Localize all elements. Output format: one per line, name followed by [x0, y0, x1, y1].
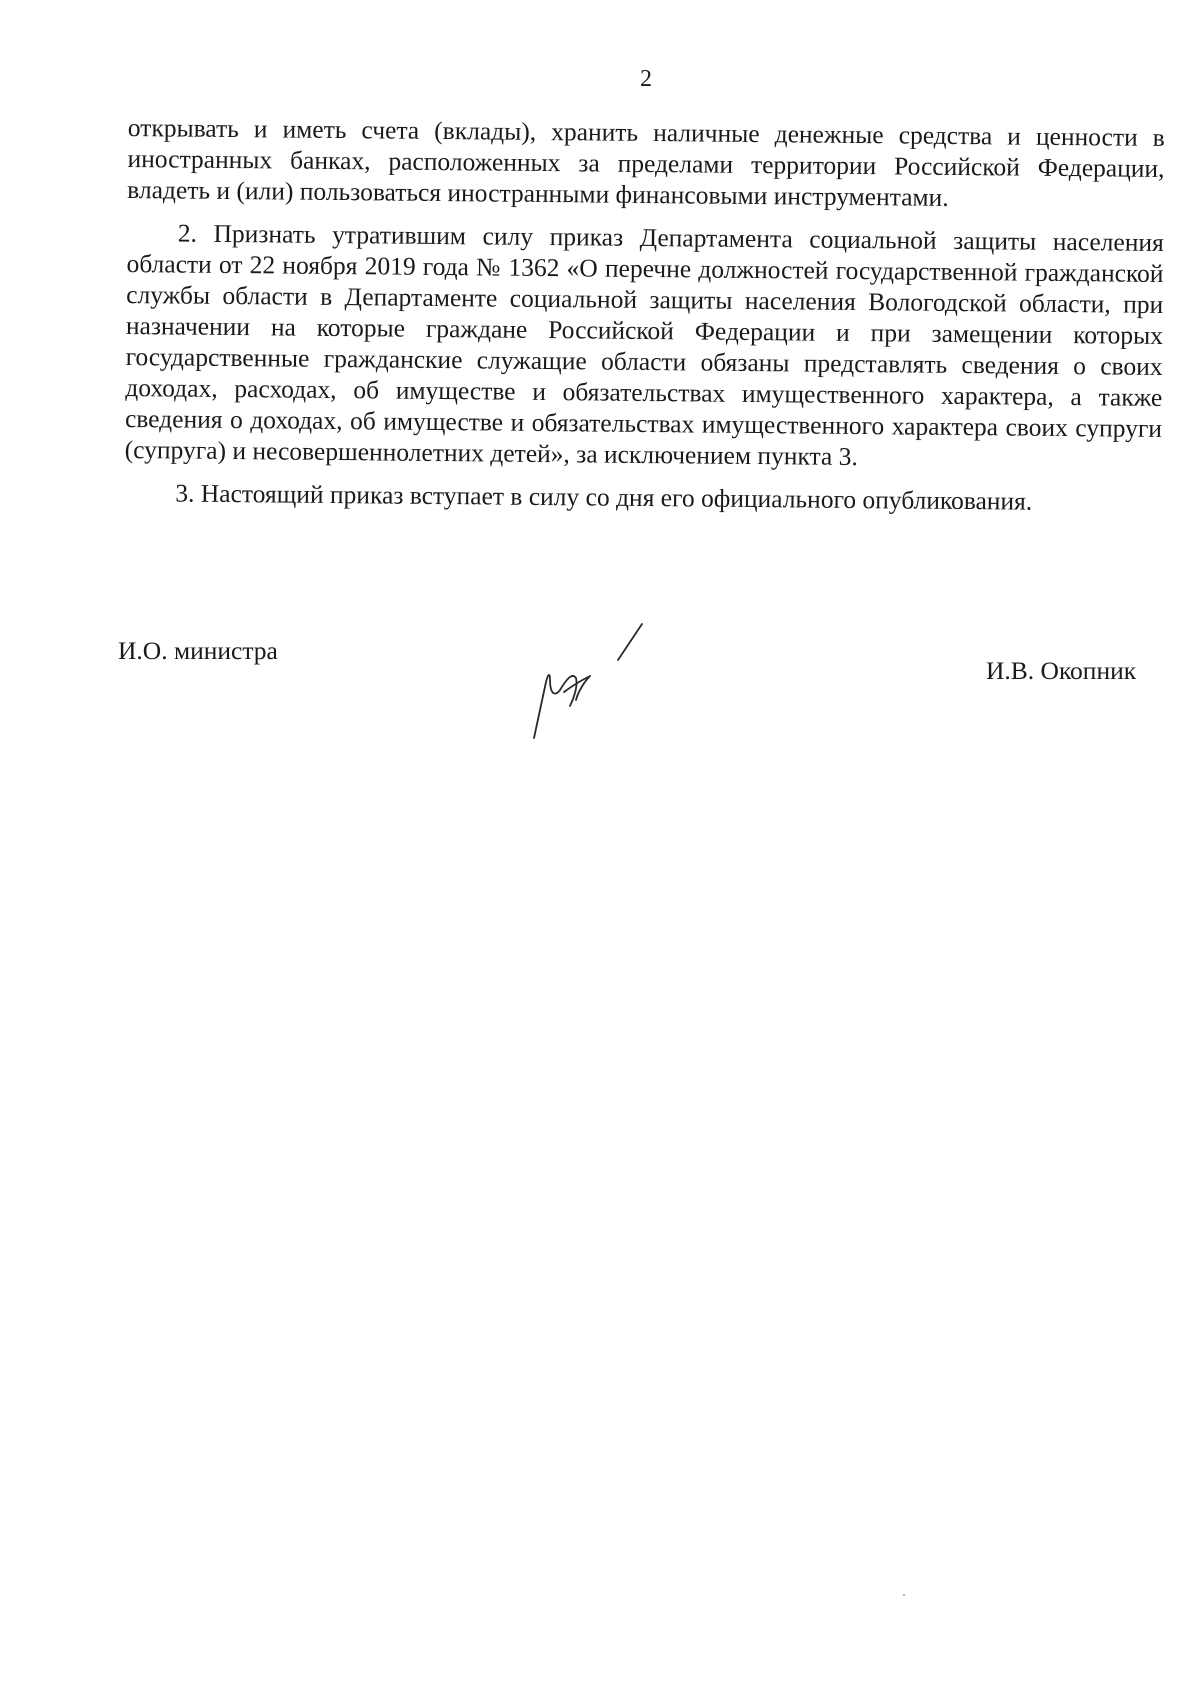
page-number: 2	[640, 66, 652, 92]
handwritten-signature	[520, 620, 670, 750]
signer-title: И.О. министра	[118, 636, 278, 665]
signer-name: И.В. Окопник	[986, 656, 1137, 685]
paragraph-continuation: открывать и иметь счета (вклады), хранить наличные денежные средства и ценности в иностранных банках, расположенных за пределами территории Российской Федерации, владеть и (или) пользоваться иностранными финансовыми инструментами.	[127, 112, 1165, 212]
paragraph-item-3: 3. Настоящий приказ вступает в силу со дня его официального опубликования.	[175, 478, 1033, 516]
scan-artifact	[903, 1594, 905, 1596]
paragraph-item-2: 2. Признать утратившим силу приказ Департамента социальной защиты населения области от 22 ноября 2019 года № 1362 «О перечне должностей государственной гражданской службы области в Департаменте социальной защиты населения Вологодской области, при назначении на которые граждане Российской Федерации и при замещении которых государственные гражданские служащие области обязаны представлять сведения о своих доходах, расходах, об имуществе и обязательствах имущественного характера, а также сведения о доходах, об имуществе и обязательствах имущественного характера своих супруги (супруга) и несовершеннолетних детей», за исключением пункта 3.	[124, 218, 1164, 472]
